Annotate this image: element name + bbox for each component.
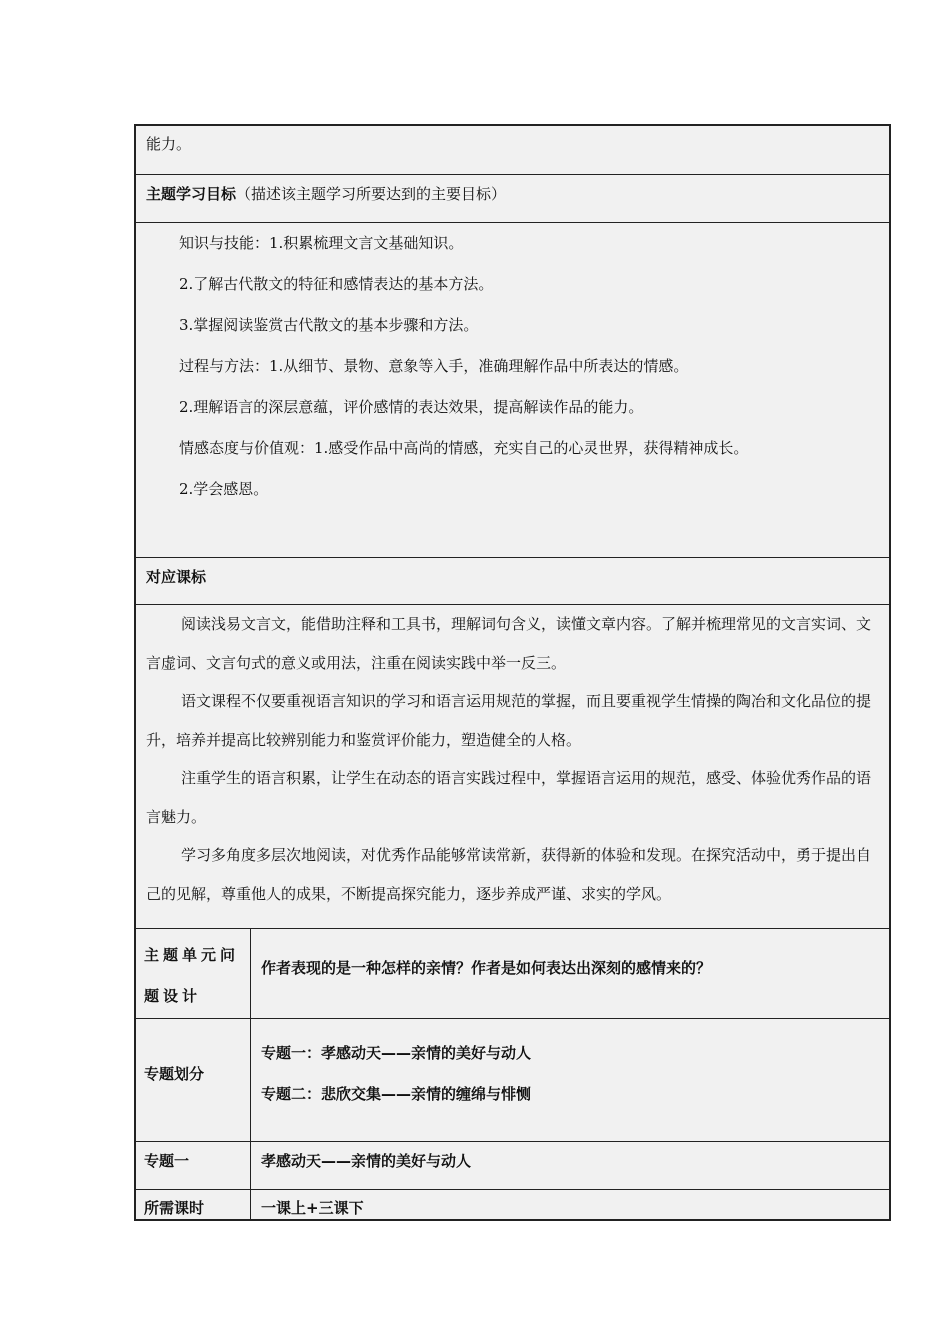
topic-one-row (136, 1141, 889, 1189)
unit-plan-table (134, 124, 891, 1221)
objective-line: 2.理解语言的深层意蕴，评价感情的表达效果，提高解读作品的能力。 (179, 398, 644, 416)
objective-line: 2.了解古代散文的特征和感情表达的基本方法。 (179, 275, 494, 293)
standards-paragraph: 学习多角度多层次地阅读，对优秀作品能够常读常新，获得新的体验和发现。在探究活动中，勇于提出自己的见解，尊重他人的成果，不断提高探究能力，逐步养成严谨、求实的学风。 (146, 846, 872, 903)
objective-line: 3.掌握阅读鉴赏古代散文的基本步骤和方法。 (179, 316, 479, 334)
topic-division-row (136, 1018, 889, 1141)
standards-paragraph: 阅读浅易文言文，能借助注释和工具书，理解词句含义，读懂文章内容。了解并梳理常见的文言实词、文言虚词、文言句式的意义或用法，注重在阅读实践中举一反三。 (146, 615, 872, 672)
objective-line: 2.学会感恩。 (179, 480, 269, 498)
ability-text: 能力。 (146, 135, 192, 153)
topic-item: 专题一：孝感动天——亲情的美好与动人 (261, 1044, 532, 1062)
standards-heading-row (136, 557, 889, 604)
topic-one-content: 孝感动天——亲情的美好与动人 (261, 1152, 472, 1170)
ability-row (136, 126, 889, 174)
topic-division-label: 专题划分 (136, 1019, 251, 1141)
question-design-label: 主题单元问题设计 (136, 929, 251, 1018)
objective-line: 知识与技能：1.积累梳理文言文基础知识。 (179, 234, 464, 252)
topic-one-label: 专题一 (136, 1142, 251, 1189)
question-design-row (136, 928, 889, 1018)
question-design-content: 作者表现的是一种怎样的亲情？作者是如何表达出深刻的感情来的？ (261, 959, 712, 977)
objective-line: 情感态度与价值观：1.感受作品中高尚的情感，充实自己的心灵世界，获得精神成长。 (179, 439, 749, 457)
objectives-content-row (136, 222, 889, 557)
topic-item: 专题二：悲欣交集——亲情的缠绵与悱恻 (261, 1085, 532, 1103)
objectives-heading: 主题学习目标 (146, 185, 237, 203)
objectives-hint: （描述该主题学习所要达到的主要目标） (236, 185, 507, 203)
objectives-heading-row (136, 174, 889, 222)
standards-paragraph: 语文课程不仅要重视语言知识的学习和语言运用规范的掌握，而且要重视学生情操的陶冶和文化品位的提升，培养并提高比较辨别能力和鉴赏评价能力，塑造健全的人格。 (146, 692, 872, 749)
standards-heading: 对应课标 (146, 568, 207, 586)
class-hours-content: 一课上+三课下 (261, 1199, 364, 1217)
standards-paragraph: 注重学生的语言积累，让学生在动态的语言实践过程中，掌握语言运用的规范，感受、体验优秀作品的语言魅力。 (146, 769, 872, 826)
class-hours-row (136, 1189, 889, 1219)
class-hours-label: 所需课时 (136, 1190, 251, 1219)
standards-content-row (136, 604, 889, 928)
objective-line: 过程与方法：1.从细节、景物、意象等入手，准确理解作品中所表达的情感。 (179, 357, 689, 375)
